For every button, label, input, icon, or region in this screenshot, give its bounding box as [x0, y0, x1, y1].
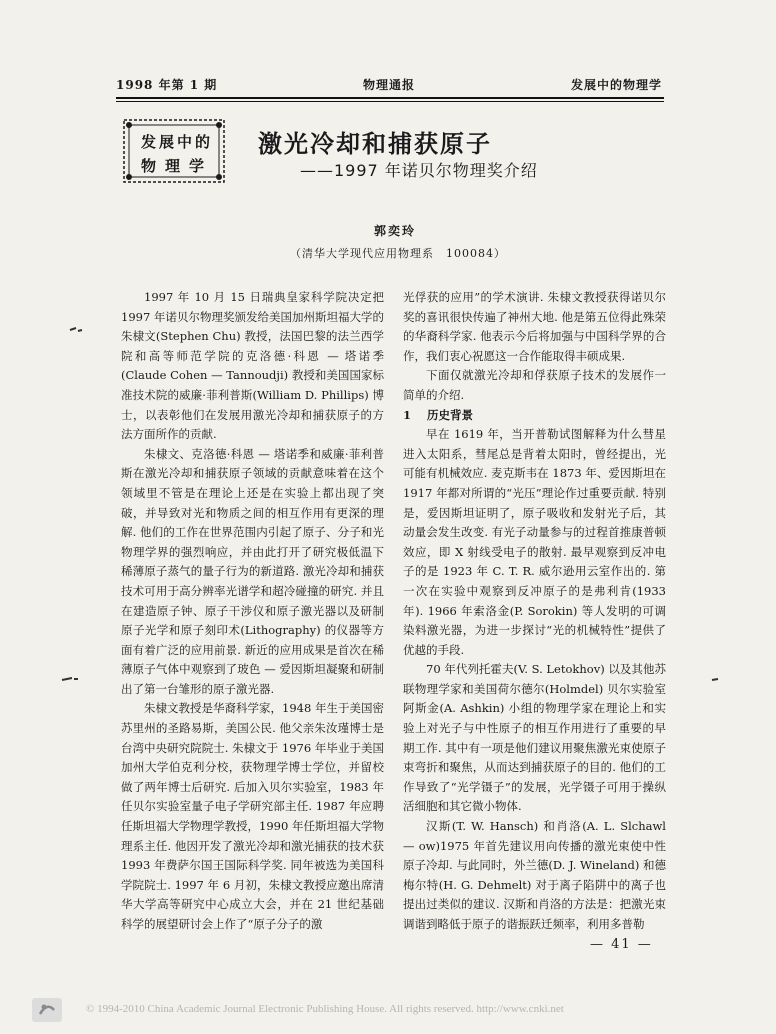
- paragraph: 汉斯(T. W. Hansch) 和肖洛(A. L. Slchawl — ow)1975 年首先建议用向传播的激光束使中性原子冷却. 与此同时，外兰德(D. J. Wineland) 和德梅尔特(H. G. Dehmelt) 对于离子陷阱中的离子也提出过类似的建议. 汉斯和肖洛的方法是：把激光束调谐到略低于原子的谐振跃迁频率，利用多普勒: [403, 819, 666, 931]
- section-title: 历史背景: [427, 407, 473, 422]
- issue-label: 1998 年第 1 期: [116, 78, 218, 92]
- column-badge: [121, 117, 227, 185]
- margin-mark: [70, 328, 82, 331]
- copyright-text: © 1994-2010 China Academic Journal Electronic Publishing House. All rights reserved. http://www.cnki.net: [86, 1003, 564, 1015]
- paragraph: 朱棣文、克洛德·科恩 — 塔诺季和威廉·菲利普斯在激光冷却和捕获原子领域的贡献意味着在这个领域里不管是在理论上还是在实验上都出现了突破，并导致对光和物质之间的相互作用有更深的理解. 他们的工作在世界范围内引起了原子、分子和光物理学界的强烈响应，并由此打开了研究极低温下稀薄原子蒸气的量子行为的新道路. 激光冷却和捕获技术可用于高分辨率光谱学和超冷碰撞的研究. 并且在建造原子钟、原子干涉仪和原子激光器以及研制原子光学和原子刻印术(Lithography) 的仪器等方面有着广泛的应用前景. 新近的应用成果是首次在稀薄原子气体中观察到了玻色 — 爱因斯坦凝聚和研制出了第一台雏形的原子激光器.: [121, 446, 384, 696]
- section-number: 1: [403, 407, 412, 422]
- author-name: 郭奕玲: [373, 224, 416, 238]
- left-column: [121, 288, 384, 935]
- paragraph: 下面仅就激光冷却和俘获原子技术的发展作一简单的介绍.: [403, 368, 666, 402]
- author-affiliation: （清华大学现代应用物理系 100084）: [290, 247, 506, 260]
- section-heading: [403, 406, 666, 426]
- cnki-logo-icon: [32, 998, 62, 1022]
- paragraph: 早在 1619 年，当开普勒试图解释为什么彗星进入太阳系，彗尾总是背着太阳时，曾经提出，光可能有机械效应. 麦克斯韦在 1873 年、爱因斯坦在 1917 年都对所谓的“光压”理论作过重要贡献. 特别是，爱因斯坦证明了，原子吸收和发射光子后，其动量会发生改变. 有光子动量参与的过程首推康普顿效应，即 X 射线受电子的散射. 最早观察到反冲电子的是 1923 年 C. T. R. 威尔逊用云室作出的. 第一次在实验中观察到反冲原子的是弗利肯(1933 年). 1966 年索洛金(P. Sorokin) 等人发明的可调染料激光器，为进一步探讨“光的机械特性”提供了优越的手段.: [403, 427, 666, 657]
- margin-mark: [712, 679, 718, 680]
- margin-mark: [62, 678, 78, 680]
- column-name: 发展中的物理学: [570, 78, 662, 92]
- paragraph: 70 年代列托霍夫(V. S. Letokhov) 以及其他苏联物理学家和美国荷尔德尔(Holmdel) 贝尔实验室阿斯金(A. Ashkin) 小组的物理学家在理论上和实验上对光子与中性原子的相互作用进行了重要的早期工作. 其中有一项是他们建议用聚焦激光束使原子束弯折和聚焦，从而达到捕获原子的目的. 他们的工作导致了“光学镊子”的发展，光学镊子可用于操纵活细胞和其它微小物体.: [403, 662, 666, 814]
- page-number: — 41 —: [590, 937, 653, 952]
- paragraph: 光俘获的应用”的学术演讲. 朱棣文教授获得诺贝尔奖的喜讯很快传遍了神州大地. 他是第五位得此殊荣的华裔科学家. 他表示今后将加强与中国科学界的合作，我们衷心祝愿这一合作能取得丰硕成果.: [403, 290, 666, 363]
- article-subtitle: ——1997 年诺贝尔物理奖介绍: [300, 161, 538, 180]
- header-rule-thin: [116, 101, 664, 102]
- copyright-footer: [0, 994, 776, 1028]
- paragraph: 朱棣文教授是华裔科学家，1948 年生于美国密苏里州的圣路易斯，美国公民. 他父亲朱汝瑾博士是台湾中央研究院院士. 朱棣文于 1976 年毕业于美国加州大学伯克利分校，获物理学博士学位，并留校做了两年博士后研究. 后加入贝尔实验室，1983 年任贝尔实验室量子电子学研究部主任. 1987 年应聘任斯坦福大学物理学教授，1990 年任斯坦福大学物理系主任. 他因开发了激光冷却和激光捕获的技术获 1993 年费萨尔国王国际科学奖. 同年被选为美国科学院院士. 1997 年 6 月初，朱棣文教授应邀出席清华大学高等研究中心成立大会，并在 21 世纪基础科学的展望研讨会上作了“原子分子的激: [121, 701, 384, 931]
- right-column: [403, 288, 666, 935]
- article-title: 激光冷却和捕获原子: [258, 130, 492, 158]
- header-rule: [116, 97, 664, 99]
- column-badge-line1: 发展中的: [141, 133, 214, 151]
- column-badge-line2: 物理学: [141, 157, 214, 175]
- paragraph: 1997 年 10 月 15 日瑞典皇家科学院决定把 1997 年诺贝尔物理奖颁发给美国加州斯坦福大学的朱棣文(Stephen Chu) 教授，法国巴黎的法兰西学院和高等师范学院的克洛德·科恩 — 塔诺季(Claude Cohen — Tannoudji) 教授和美国国家标准技术院的威廉·菲利普斯(William D. Phillips) 博士，以表彰他们在发展用激光冷却和捕获原子的方法方面所作的贡献.: [121, 290, 384, 442]
- running-header: [116, 76, 662, 94]
- journal-name: 物理通报: [362, 78, 415, 92]
